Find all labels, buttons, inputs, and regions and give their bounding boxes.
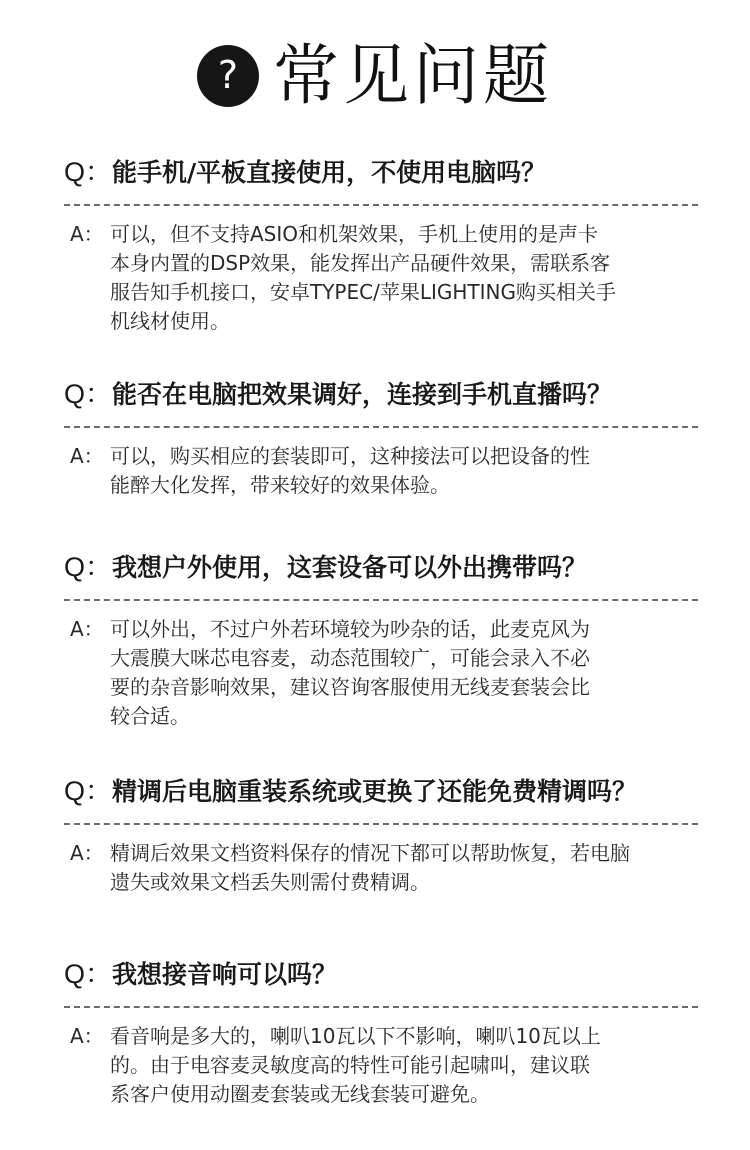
answer-text <box>110 1022 698 1109</box>
faq-item-1 <box>64 155 698 336</box>
question-prefix: Q： <box>64 959 113 989</box>
answer-line: 系客户使用动圈麦套装或无线套装可避免。 <box>110 1082 490 1106</box>
faq-question <box>64 377 698 412</box>
answer-prefix: A： <box>70 841 104 865</box>
question-prefix: Q： <box>64 552 113 582</box>
answer-line: 机线材使用。 <box>110 309 230 333</box>
faq-answer <box>64 1022 698 1109</box>
dashed-divider <box>64 204 698 206</box>
dashed-divider <box>64 1006 698 1008</box>
question-prefix: Q： <box>64 776 113 806</box>
answer-line: 可以，购买相应的套装即可，这种接法可以把设备的性 <box>110 444 590 468</box>
answer-text <box>110 442 698 500</box>
faq-question <box>64 155 698 190</box>
faq-question <box>64 550 698 585</box>
faq-item-4 <box>64 774 698 897</box>
question-text: 精调后电脑重装系统或更换了还能免费精调吗？ <box>112 777 638 806</box>
dashed-divider <box>64 599 698 601</box>
answer-line: 本身内置的DSP效果，能发挥出产品硬件效果，需联系客 <box>110 251 611 275</box>
dashed-divider <box>64 426 698 428</box>
answer-line: 大震膜大咪芯电容麦，动态范围较广，可能会录入不必 <box>110 646 590 670</box>
faq-answer <box>64 615 698 731</box>
question-prefix: Q： <box>64 379 113 409</box>
answer-line: 能醉大化发挥，带来较好的效果体验。 <box>110 473 450 497</box>
question-text: 能手机/平板直接使用，不使用电脑吗？ <box>112 158 547 187</box>
answer-prefix: A： <box>70 222 104 246</box>
answer-prefix: A： <box>70 617 104 641</box>
answer-line: 看音响是多大的，喇叭10瓦以下不影响，喇叭10瓦以上 <box>110 1024 601 1048</box>
answer-line: 精调后效果文档资料保存的情况下都可以帮助恢复，若电脑 <box>110 841 630 865</box>
faq-answer <box>64 442 698 500</box>
page-header <box>0 36 750 116</box>
answer-line: 服告知手机接口，安卓TYPEC/苹果LIGHTING购买相关手 <box>110 280 616 304</box>
answer-line: 较合适。 <box>110 704 190 728</box>
dashed-divider <box>64 823 698 825</box>
answer-prefix: A： <box>70 444 104 468</box>
faq-item-2 <box>64 377 698 500</box>
page-title: 常见问题 <box>273 37 553 114</box>
answer-prefix: A： <box>70 1024 104 1048</box>
answer-line: 遗失或效果文档丢失则需付费精调。 <box>110 870 430 894</box>
question-mark-glyph: ? <box>217 53 239 97</box>
question-text: 我想接音响可以吗？ <box>112 960 338 989</box>
answer-text <box>110 615 698 731</box>
answer-line: 要的杂音影响效果，建议咨询客服使用无线麦套装会比 <box>110 675 590 699</box>
faq-item-5 <box>64 957 698 1109</box>
answer-text <box>110 220 698 336</box>
faq-answer <box>64 220 698 336</box>
faq-item-3 <box>64 550 698 731</box>
answer-line: 的。由于电容麦灵敏度高的特性可能引起啸叫，建议联 <box>110 1053 590 1077</box>
question-text: 我想户外使用，这套设备可以外出携带吗？ <box>112 553 588 582</box>
faq-question <box>64 957 698 992</box>
faq-question <box>64 774 698 809</box>
answer-line: 可以外出，不过户外若环境较为吵杂的话，此麦克风为 <box>110 617 590 641</box>
faq-answer <box>64 839 698 897</box>
answer-line: 可以，但不支持ASIO和机架效果，手机上使用的是声卡 <box>110 222 599 246</box>
question-text: 能否在电脑把效果调好，连接到手机直播吗？ <box>112 380 613 409</box>
answer-text <box>110 839 698 897</box>
question-mark-icon <box>197 45 259 107</box>
question-prefix: Q： <box>64 157 113 187</box>
